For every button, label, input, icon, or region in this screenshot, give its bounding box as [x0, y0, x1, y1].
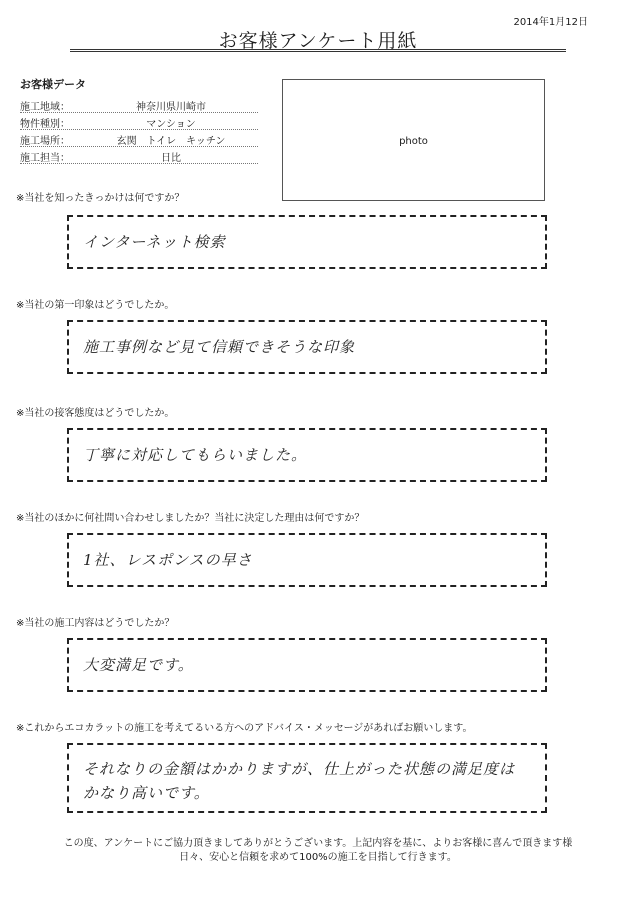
info-row-location: [20, 130, 258, 147]
survey-date: 2014年1月12日: [513, 17, 588, 28]
footer-line-1: この度、アンケートにご協力頂きましてありがとうございます。上記内容を基に、よりお客様に喜んで頂きます様: [63, 838, 573, 849]
answer-box-4: [67, 533, 547, 587]
question-5: ※当社の施工内容はどうでしたか？: [16, 618, 175, 629]
info-label: 施工担当：: [20, 153, 70, 164]
answer-box-5: [67, 638, 547, 692]
customer-data-heading: お客様データ: [20, 78, 86, 91]
question-2: ※当社の第一印象はどうでしたか。: [16, 300, 175, 311]
info-label: 物件種別：: [20, 119, 70, 130]
info-value: 日比: [161, 153, 181, 164]
footer-line-2: 日々、安心と信頼を求めて100%の施工を目指して行きます。: [179, 852, 457, 863]
answer-text-2: 施工事例など見て信頼できそうな印象: [83, 338, 356, 356]
info-row-area: [20, 96, 258, 113]
answer-text-3: 丁寧に対応してもらいました。: [83, 446, 308, 464]
info-value: 神奈川県川崎市: [136, 102, 206, 113]
info-label: 施工場所：: [20, 136, 70, 147]
question-4: ※当社のほかに何社問い合わせしましたか？当社に決定した理由は何ですか？: [16, 513, 365, 524]
photo-label: photo: [399, 136, 428, 147]
answer-box-3: [67, 428, 547, 482]
answer-text-1: インターネット検索: [83, 233, 226, 251]
photo-placeholder: [282, 79, 545, 201]
page-title: お客様アンケート用紙: [218, 30, 418, 52]
question-6: ※これからエコカラットの施工を考えてるいる方へのアドバイス・メッセージがあればお願いします。: [16, 723, 473, 734]
answer-box-2: [67, 320, 547, 374]
info-row-property-type: [20, 113, 258, 130]
info-value: マンション: [146, 119, 196, 130]
question-1: ※当社を知ったきっかけは何ですか？: [16, 193, 185, 204]
info-value: 玄関 トイレ キッチン: [116, 136, 226, 147]
answer-text-6: それなりの金額はかかりますが、仕上がった状態の満足度はかなり高いです。: [83, 760, 516, 802]
answer-box-1: [67, 215, 547, 269]
answer-text-4: 1社、レスポンスの早さ: [83, 551, 253, 569]
title-underline: [70, 49, 566, 50]
answer-text-5: 大変満足です。: [83, 656, 194, 674]
question-3: ※当社の接客態度はどうでしたか。: [16, 408, 175, 419]
info-row-staff: [20, 147, 258, 164]
info-label: 施工地域：: [20, 102, 70, 113]
title-underline-second: [70, 51, 566, 52]
footer-message: [0, 837, 636, 865]
answer-box-6: [67, 743, 547, 813]
